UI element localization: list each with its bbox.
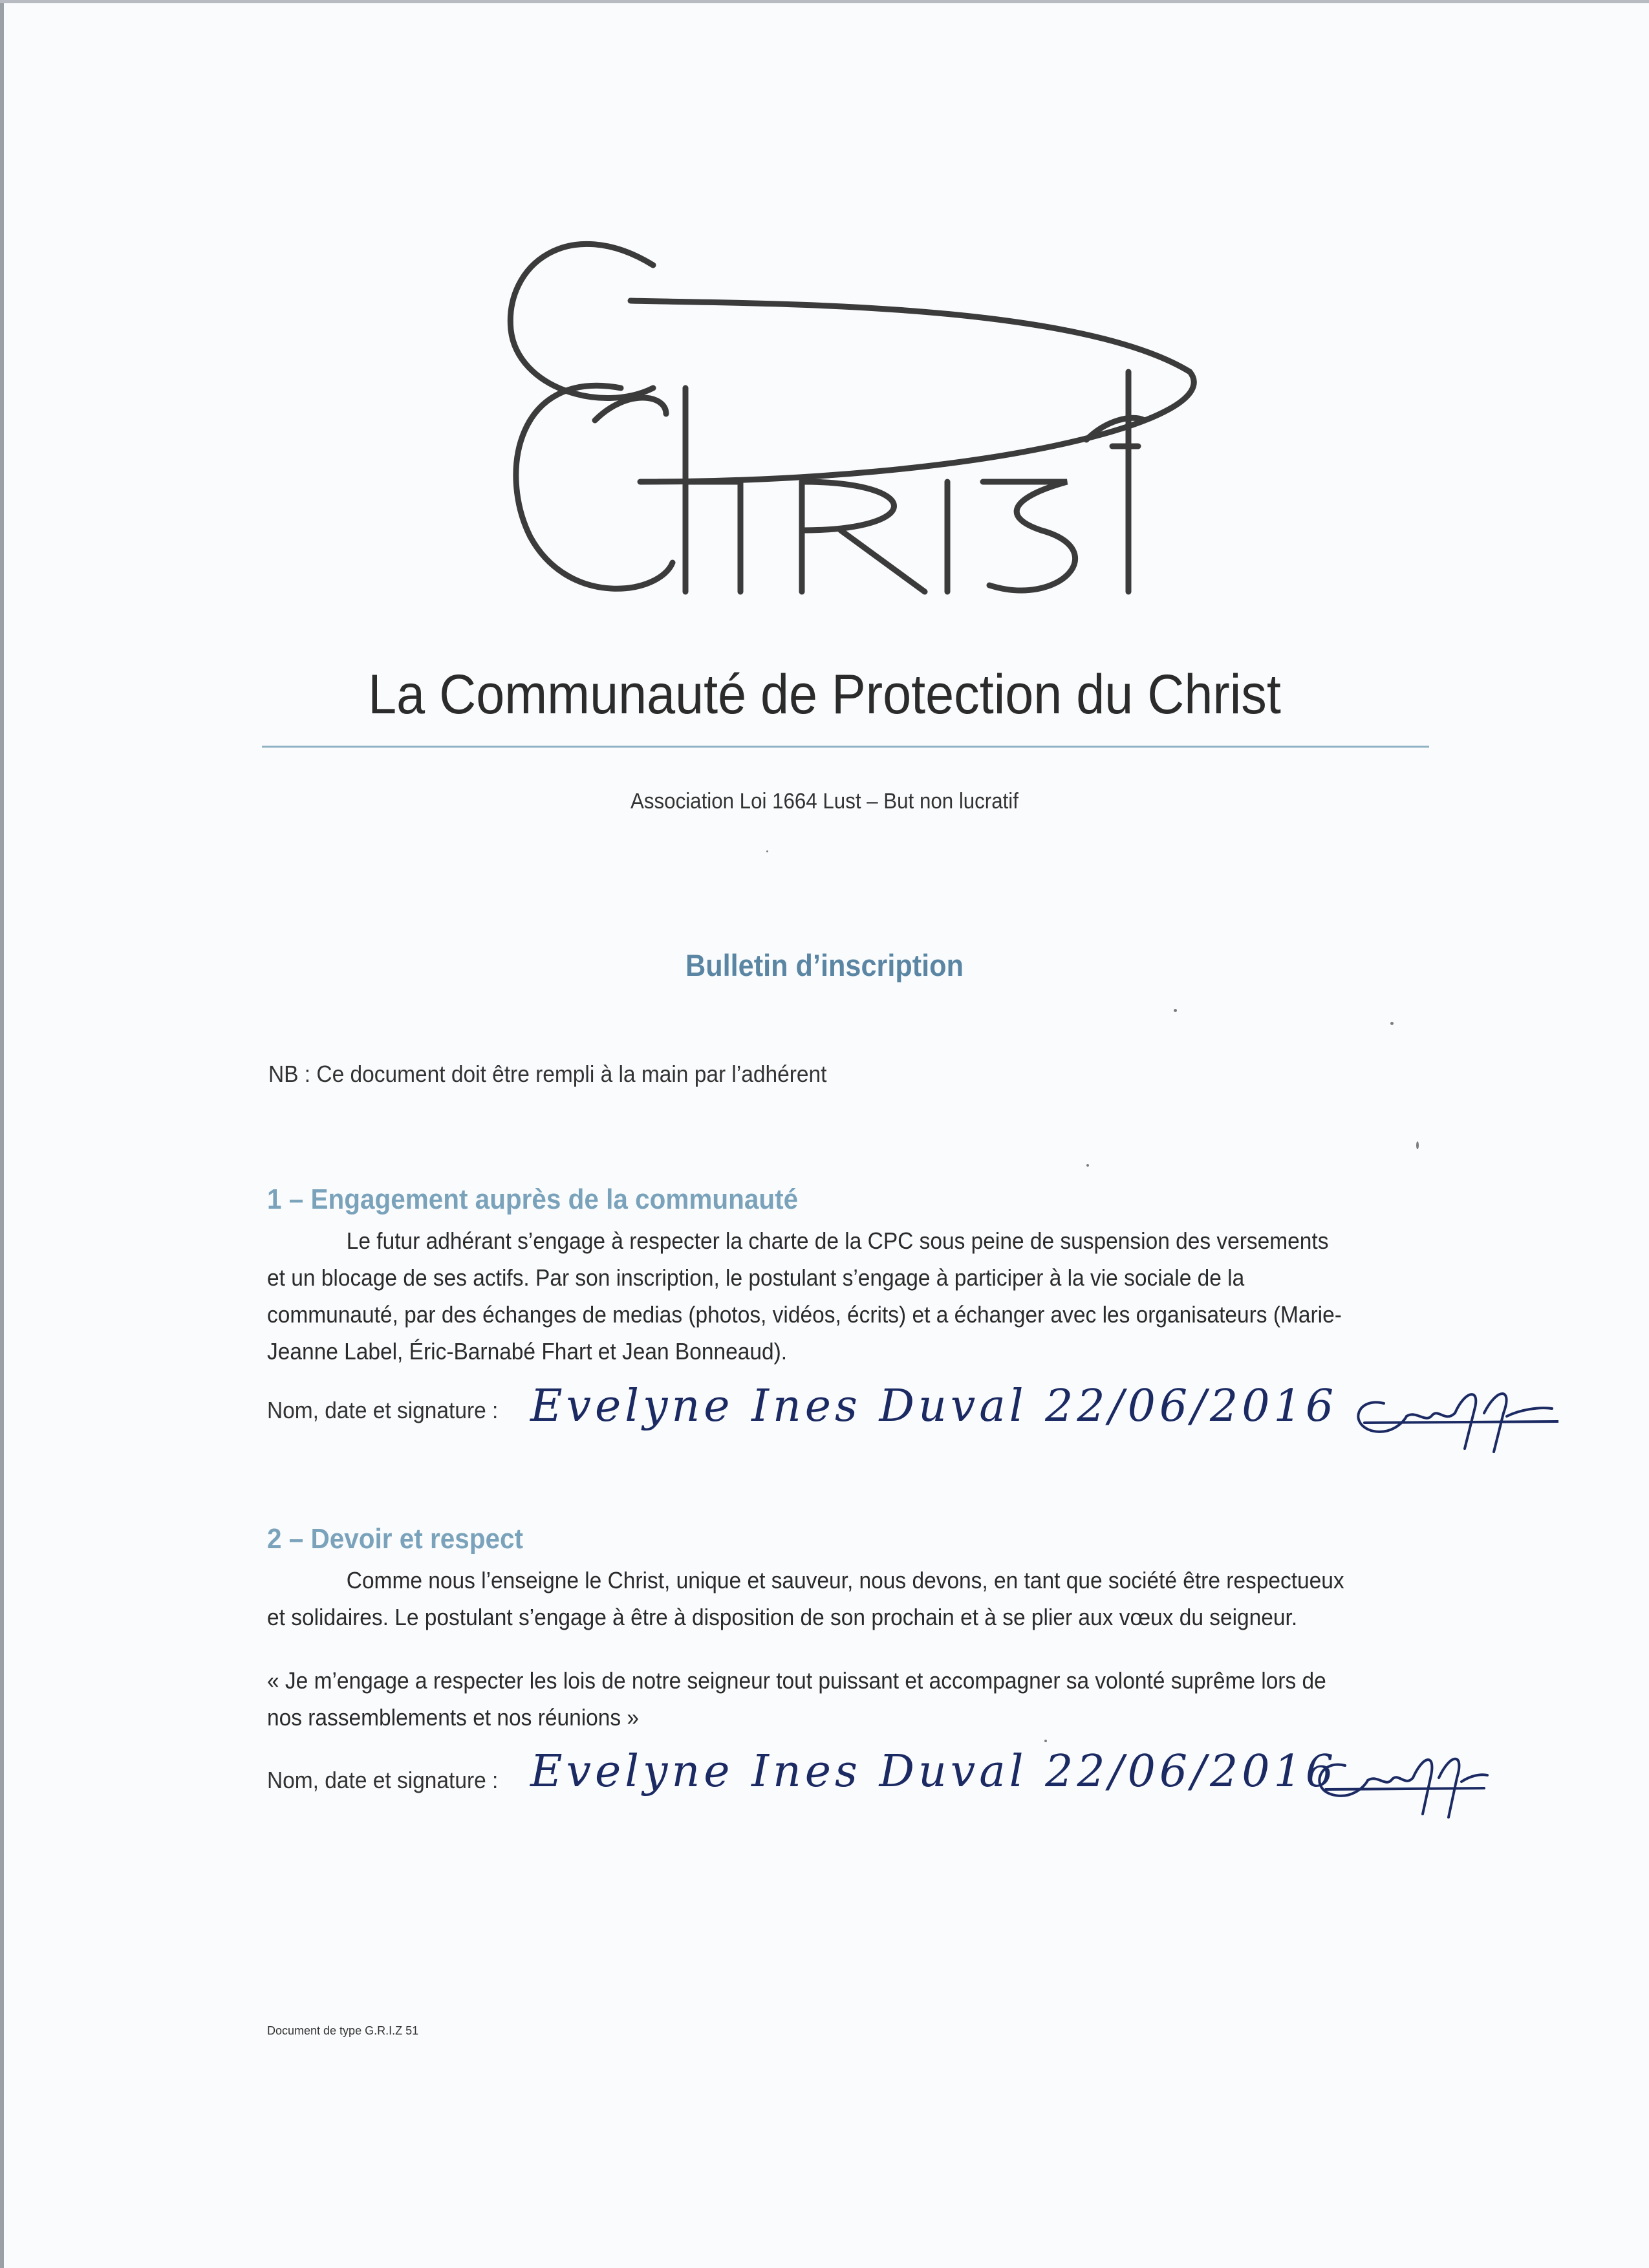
section1-handwritten-entry: Evelyne Ines Duval 22/06/2016	[530, 1381, 1338, 1432]
form-title: Bulletin d’inscription	[685, 948, 964, 982]
instruction-note: NB : Ce document doit être rempli à la main par l’adhérent	[268, 1061, 827, 1087]
cpc-christ-logo	[491, 226, 1229, 614]
scan-speck	[1416, 1141, 1419, 1149]
section2-pledge-line: nos rassemblements et nos réunions »	[267, 1704, 640, 1731]
section1-signature	[1345, 1384, 1558, 1455]
scan-speck	[1390, 1022, 1394, 1025]
section2-line: Comme nous l’enseigne le Christ, unique et sauveur, nous devons, en tant que société être respectueux	[346, 1567, 1344, 1593]
association-subtitle: Association Loi 1664 Lust – But non lucratif	[630, 789, 1018, 814]
section1-line: communauté, par des échanges de medias (photos, vidéos, écrits) et a échanger avec les organisateurs (Marie-	[267, 1301, 1342, 1328]
section2-handwritten-entry: Evelyne Ines Duval 22/06/2016	[530, 1746, 1338, 1797]
scan-speck	[1086, 1164, 1089, 1167]
document-type-footer: Document de type G.R.I.Z 51	[267, 2024, 419, 2037]
section2-title: 2 – Devoir et respect	[267, 1523, 524, 1555]
section1-title: 1 – Engagement auprès de la communauté	[267, 1183, 799, 1215]
section1-line: et un blocage de ses actifs. Par son inscription, le postulant s’engage à participer à la vie sociale de la	[267, 1264, 1245, 1291]
scan-speck	[1174, 1009, 1177, 1012]
section2-body	[267, 1562, 1463, 1636]
section2-pledge-line: « Je m’engage a respecter les lois de notre seigneur tout puissant et accompagner sa volonté suprême lors de	[267, 1667, 1326, 1694]
organization-title: La Communauté de Protection du Christ	[368, 664, 1281, 726]
title-divider	[262, 746, 1429, 748]
section2-line: et solidaires. Le postulant s’engage à être à disposition de son prochain et à se plier aux vœux du seigneur.	[267, 1604, 1298, 1630]
scan-edge-left	[0, 0, 4, 2268]
scan-edge-top	[0, 0, 1649, 3]
scan-speck	[766, 850, 768, 852]
section1-line: Le futur adhérant s’engage à respecter la charte de la CPC sous peine de suspension des versements	[346, 1227, 1329, 1254]
section1-body	[267, 1222, 1463, 1370]
section2-signature	[1310, 1749, 1491, 1820]
scan-speck	[1044, 1740, 1047, 1742]
section2-signature-label: Nom, date et signature :	[267, 1767, 499, 1793]
section2-pledge	[267, 1662, 1463, 1736]
section1-line: Jeanne Label, Éric-Barnabé Fhart et Jean Bonneaud).	[267, 1338, 788, 1365]
section1-signature-label: Nom, date et signature :	[267, 1397, 499, 1423]
